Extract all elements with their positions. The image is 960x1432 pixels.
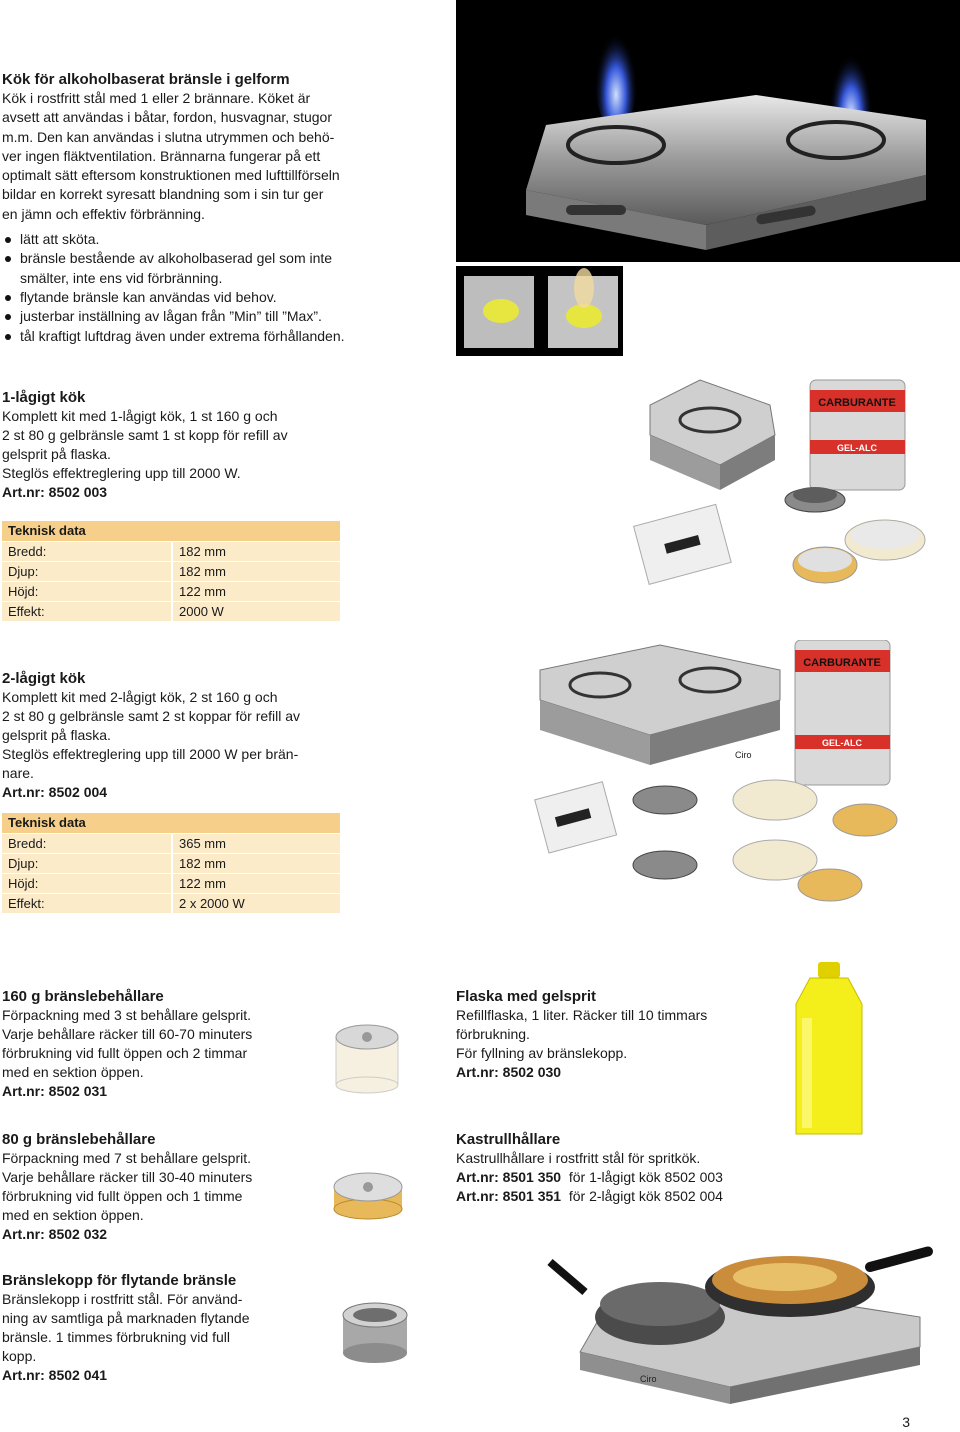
table-row: Djup: 182 mm — [2, 853, 340, 873]
feature-list — [2, 230, 382, 346]
product-line: Steglös effektreglering upp till 2000 W. — [2, 465, 241, 481]
article-number: Art.nr: 8502 030 — [456, 1064, 562, 1080]
article-number: Art.nr: 8502 032 — [2, 1226, 108, 1242]
product-line: Förpackning med 7 st behållare gelsprit. — [2, 1150, 252, 1166]
fuel-160g-image — [330, 1015, 405, 1095]
page-number: 3 — [902, 1414, 910, 1430]
feature-item: lätt att sköta. — [2, 230, 382, 249]
fuel-80g-section — [2, 1131, 302, 1244]
product-line: förbrukning vid fullt öppen och 2 timmar — [2, 1045, 248, 1061]
tech-data-table — [2, 813, 340, 914]
product-2-section — [2, 670, 382, 802]
product-line: gelsprit på flaska. — [2, 727, 111, 743]
product-line: ning av samtliga på marknaden flytande — [2, 1310, 250, 1326]
table-row: Bredd: 182 mm — [2, 541, 340, 561]
table-row: Höjd: 122 mm — [2, 581, 340, 601]
intro-line: m.m. Den kan användas i slutna utrymmen och behö- — [2, 128, 335, 145]
fuel-160g-section — [2, 988, 302, 1101]
can-sublabel: GEL-ALC — [822, 738, 862, 748]
product-line: Kastrullhållare i rostfritt stål för spritkök. — [456, 1150, 701, 1166]
feature-item: justerbar inställning av lågan från ”Min” till ”Max”. — [2, 307, 382, 326]
product-title: Bränslekopp för flytande bränsle — [2, 1272, 237, 1289]
pot-holder-section — [456, 1131, 796, 1206]
tech-data-table — [2, 521, 340, 622]
fuel-cup-section — [2, 1272, 302, 1385]
intro-line: ver ingen fläktventilation. Brännarna fungerar på ett — [2, 147, 321, 164]
product-line: Varje behållare räcker till 30-40 minuters — [2, 1169, 253, 1185]
can-label: CARBURANTE — [818, 397, 896, 409]
double-stove-flame-photo — [456, 0, 960, 262]
table-row: Höjd: 122 mm — [2, 873, 340, 893]
table-row: Effekt: 2000 W — [2, 601, 340, 621]
article-number: Art.nr: 8502 041 — [2, 1367, 108, 1383]
product-title: 80 g bränslebehållare — [2, 1131, 156, 1148]
intro-title: Kök för alkoholbaserat bränsle i gelform — [2, 71, 290, 88]
intro-line: Kök i rostfritt stål med 1 eller 2 brännare. Köket är — [2, 90, 311, 106]
pot-holder-image — [540, 1232, 950, 1407]
product-line: med en sektion öppen. — [2, 1064, 144, 1080]
product-title: 1-lågigt kök — [2, 389, 86, 406]
product-line: Komplett kit med 1-lågigt kök, 1 st 160 g och — [2, 408, 278, 424]
product-line: Komplett kit med 2-lågigt kök, 2 st 160 g och — [2, 689, 278, 705]
holder-row: Art.nr: 8501 351 för 2-lågigt kök 8502 004 — [456, 1188, 723, 1204]
product-line: nare. — [2, 765, 34, 781]
feature-item: tål kraftigt luftdrag även under extrema förhållanden. — [2, 327, 382, 346]
product-line: gelsprit på flaska. — [2, 446, 111, 462]
fuel-80g-image — [328, 1165, 408, 1225]
table-row: Djup: 182 mm — [2, 561, 340, 581]
product-line: kopp. — [2, 1348, 37, 1364]
product-line: 2 st 80 g gelbränsle samt 2 st koppar för refill av — [2, 708, 301, 724]
product-title: Kastrullhållare — [456, 1131, 561, 1148]
fuel-cup-image — [335, 1295, 415, 1370]
double-stove-kit-image — [520, 640, 920, 920]
article-number: Art.nr: 8502 031 — [2, 1083, 108, 1099]
product-line: För fyllning av bränslekopp. — [456, 1045, 628, 1061]
product-line: förbrukning vid fullt öppen och 1 timme — [2, 1188, 243, 1204]
intro-line: en jämn och effektiv förbränning. — [2, 205, 205, 222]
article-number: Art.nr: 8502 003 — [2, 484, 108, 500]
holder-row: Art.nr: 8501 350 för 1-lågigt kök 8502 003 — [456, 1169, 723, 1185]
product-title: Flaska med gelsprit — [456, 988, 597, 1005]
intro-line: optimalt sätt eftersom konstruktionen med lufttillförseln — [2, 167, 340, 184]
product-line: Förpackning med 3 st behållare gelsprit. — [2, 1007, 252, 1023]
product-line: förbrukning. — [456, 1026, 530, 1042]
product-line: Varje behållare räcker till 60-70 minuters — [2, 1026, 253, 1042]
product-line: Refillflaska, 1 liter. Räcker till 10 timmars — [456, 1007, 708, 1023]
can-sublabel: GEL-ALC — [837, 443, 877, 453]
stove-logo: Ciro — [735, 750, 752, 760]
article-number: Art.nr: 8502 004 — [2, 784, 108, 800]
product-line: Bränslekopp i rostfritt stål. För använd- — [2, 1291, 243, 1307]
gel-bottle-image — [788, 958, 878, 1140]
product-title: 2-lågigt kök — [2, 670, 86, 687]
intro-section — [2, 71, 382, 346]
product-line: Steglös effektreglering upp till 2000 W per brän- — [2, 746, 299, 762]
table-row: Bredd: 365 mm — [2, 833, 340, 853]
intro-line: bildar en korrekt syresatt blandning som i sin tur ger — [2, 186, 324, 203]
burner-detail-photo — [456, 266, 623, 356]
single-stove-kit-image — [600, 365, 950, 605]
product-line: 2 st 80 g gelbränsle samt 1 st kopp för refill av — [2, 427, 288, 443]
table-header: Teknisk data — [2, 813, 340, 833]
can-label: CARBURANTE — [803, 657, 881, 669]
feature-item: bränsle bestående av alkoholbaserad gel som inte smälter, inte ens vid förbränning. — [2, 249, 382, 288]
product-line: med en sektion öppen. — [2, 1207, 144, 1223]
product-1-section — [2, 389, 382, 502]
table-row: Effekt: 2 x 2000 W — [2, 893, 340, 913]
product-title: 160 g bränslebehållare — [2, 988, 164, 1005]
stove-logo: Ciro — [640, 1374, 657, 1384]
product-line: bränsle. 1 timmes förbrukning vid full — [2, 1329, 230, 1345]
gel-bottle-section — [456, 988, 756, 1082]
table-header: Teknisk data — [2, 521, 340, 541]
feature-item: flytande bränsle kan användas vid behov. — [2, 288, 382, 307]
intro-line: avsett att användas i båtar, fordon, husvagnar, stugor — [2, 109, 332, 126]
